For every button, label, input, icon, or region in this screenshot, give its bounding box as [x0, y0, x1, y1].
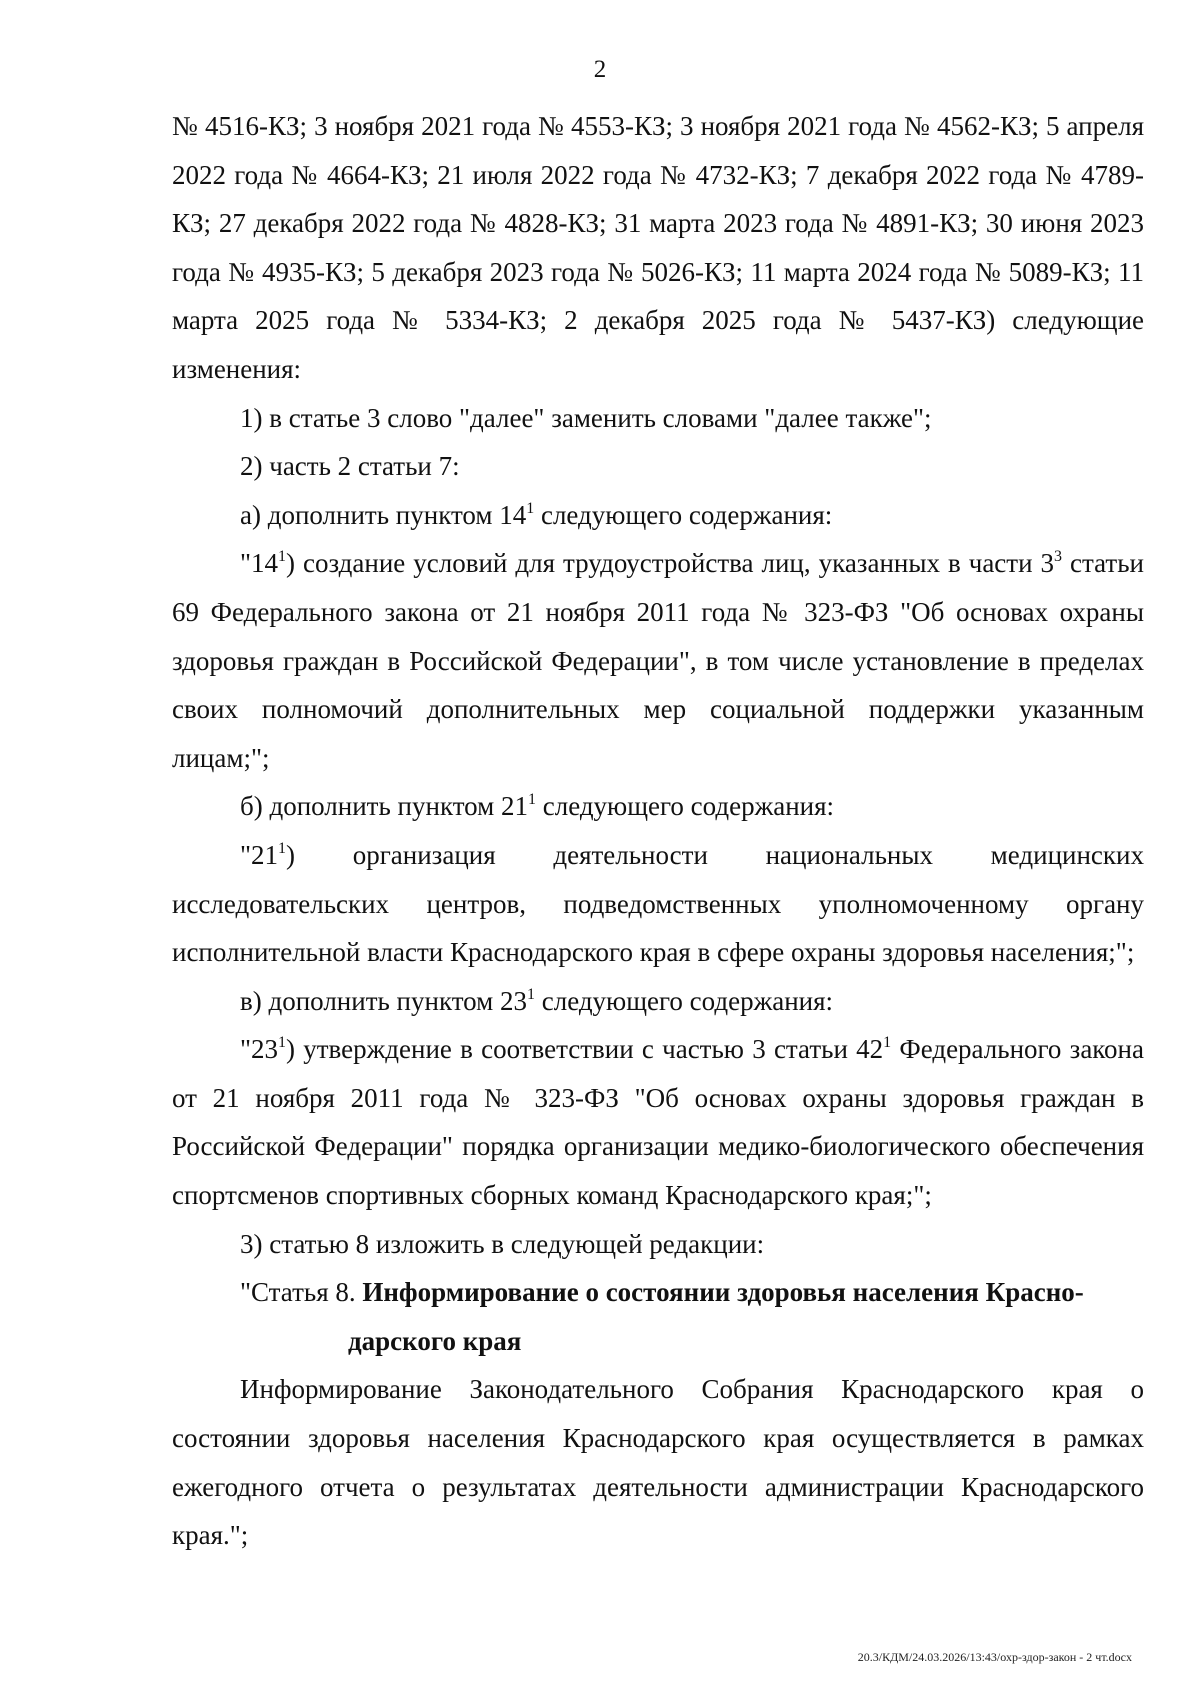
article-label: "Статья 8.	[240, 1277, 363, 1308]
quote-open: "21	[240, 839, 279, 870]
superscript: 1	[278, 1034, 287, 1052]
article-title-continued: дарского края	[348, 1325, 522, 1356]
item-2v	[172, 977, 1144, 1026]
item-2a-content	[172, 539, 1144, 782]
quote-open: "14	[240, 548, 279, 579]
article-heading	[172, 1268, 1144, 1317]
superscript: 1	[527, 791, 536, 809]
item-2v-content-part1: ) утверждение в соответствии с частью 3 статьи 42	[286, 1034, 884, 1065]
superscript: 1	[278, 548, 287, 566]
item-2a-content-part2: статьи 69 Федерального закона от 21 ноября 2011 года № 323-ФЗ "Об основах охраны здоровья граждан в Российской Федерации", в том числе установление в пределах своих полномочий дополнительных мер социальной поддержки указанным лицам;";	[172, 548, 1144, 773]
item-2a	[172, 491, 1144, 540]
item-2a-text: а) дополнить пунктом 14	[240, 499, 527, 530]
quote-open: "23	[240, 1034, 279, 1065]
item-2b-text: б) дополнить пунктом 21	[240, 791, 528, 822]
superscript: 1	[278, 839, 287, 857]
article-heading-continued	[172, 1317, 1144, 1366]
item-2b-text-end: следующего содержания:	[535, 791, 835, 822]
item-2v-text: в) дополнить пунктом 23	[240, 985, 527, 1016]
superscript: 1	[883, 1034, 892, 1052]
document-body	[172, 102, 1144, 1560]
item-2: 2) часть 2 статьи 7:	[240, 451, 460, 482]
article-text: Информирование Законодательного Собрания Краснодарского края о состоянии здоровья населения Краснодарского края осуществляется в рамках ежегодного отчета о результатах деятельности администрации Краснодарского края.";	[172, 1374, 1144, 1551]
item-2b	[172, 782, 1144, 831]
document-footer-code: 20.3/КДМ/24.03.2026/13:43/охр-здор-закон - 2 чт.docx	[857, 1650, 1132, 1664]
item-2a-text-end: следующего содержания:	[534, 499, 833, 530]
item-2b-content	[172, 831, 1144, 977]
item-2b-content-text: ) организация деятельности национальных медицинских исследовательских центров, подведомственных уполномоченному органу исполнительной власти Краснодарского края в сфере охраны здоровья населения;";	[172, 839, 1144, 968]
item-2a-content-part1: ) создание условий для трудоустройства лиц, указанных в части 3	[286, 548, 1055, 579]
page-number: 2	[593, 56, 607, 83]
item-1: 1) в статье 3 слово "далее" заменить словами "далее также";	[240, 402, 932, 433]
superscript: 1	[526, 499, 535, 517]
superscript: 3	[1054, 548, 1063, 566]
article-title: Информирование о состоянии здоровья населения Красно-	[362, 1277, 1084, 1308]
intro-paragraph: № 4516-КЗ; 3 ноября 2021 года № 4553-КЗ; 3 ноября 2021 года № 4562-КЗ; 5 апреля 2022 года № 4664-КЗ; 21 июля 2022 года № 4732-КЗ; 7 декабря 2022 года № 4789-КЗ; 27 декабря 2022 года № 4828-КЗ; 31 марта 2023 года № 4891-КЗ; 30 июня 2023 года № 4935-КЗ; 5 декабря 2023 года № 5026-КЗ; 11 марта 2024 года № 5089-КЗ; 11 марта 2025 года № 5334-КЗ; 2 декабря 2025 года № 5437-КЗ) следующие изменения:	[172, 111, 1144, 384]
item-3: 3) статью 8 изложить в следующей редакции:	[240, 1228, 765, 1259]
item-2v-text-end: следующего содержания:	[534, 985, 834, 1016]
superscript: 1	[526, 985, 535, 1003]
item-2v-content-part2: Федерального закона от 21 ноября 2011 года № 323-ФЗ "Об основах охраны здоровья граждан в Российской Федерации" порядка организации медико-биологического обеспечения спортсменов спортивных сборных команд Краснодарского края;";	[172, 1034, 1144, 1211]
item-2v-content	[172, 1025, 1144, 1219]
